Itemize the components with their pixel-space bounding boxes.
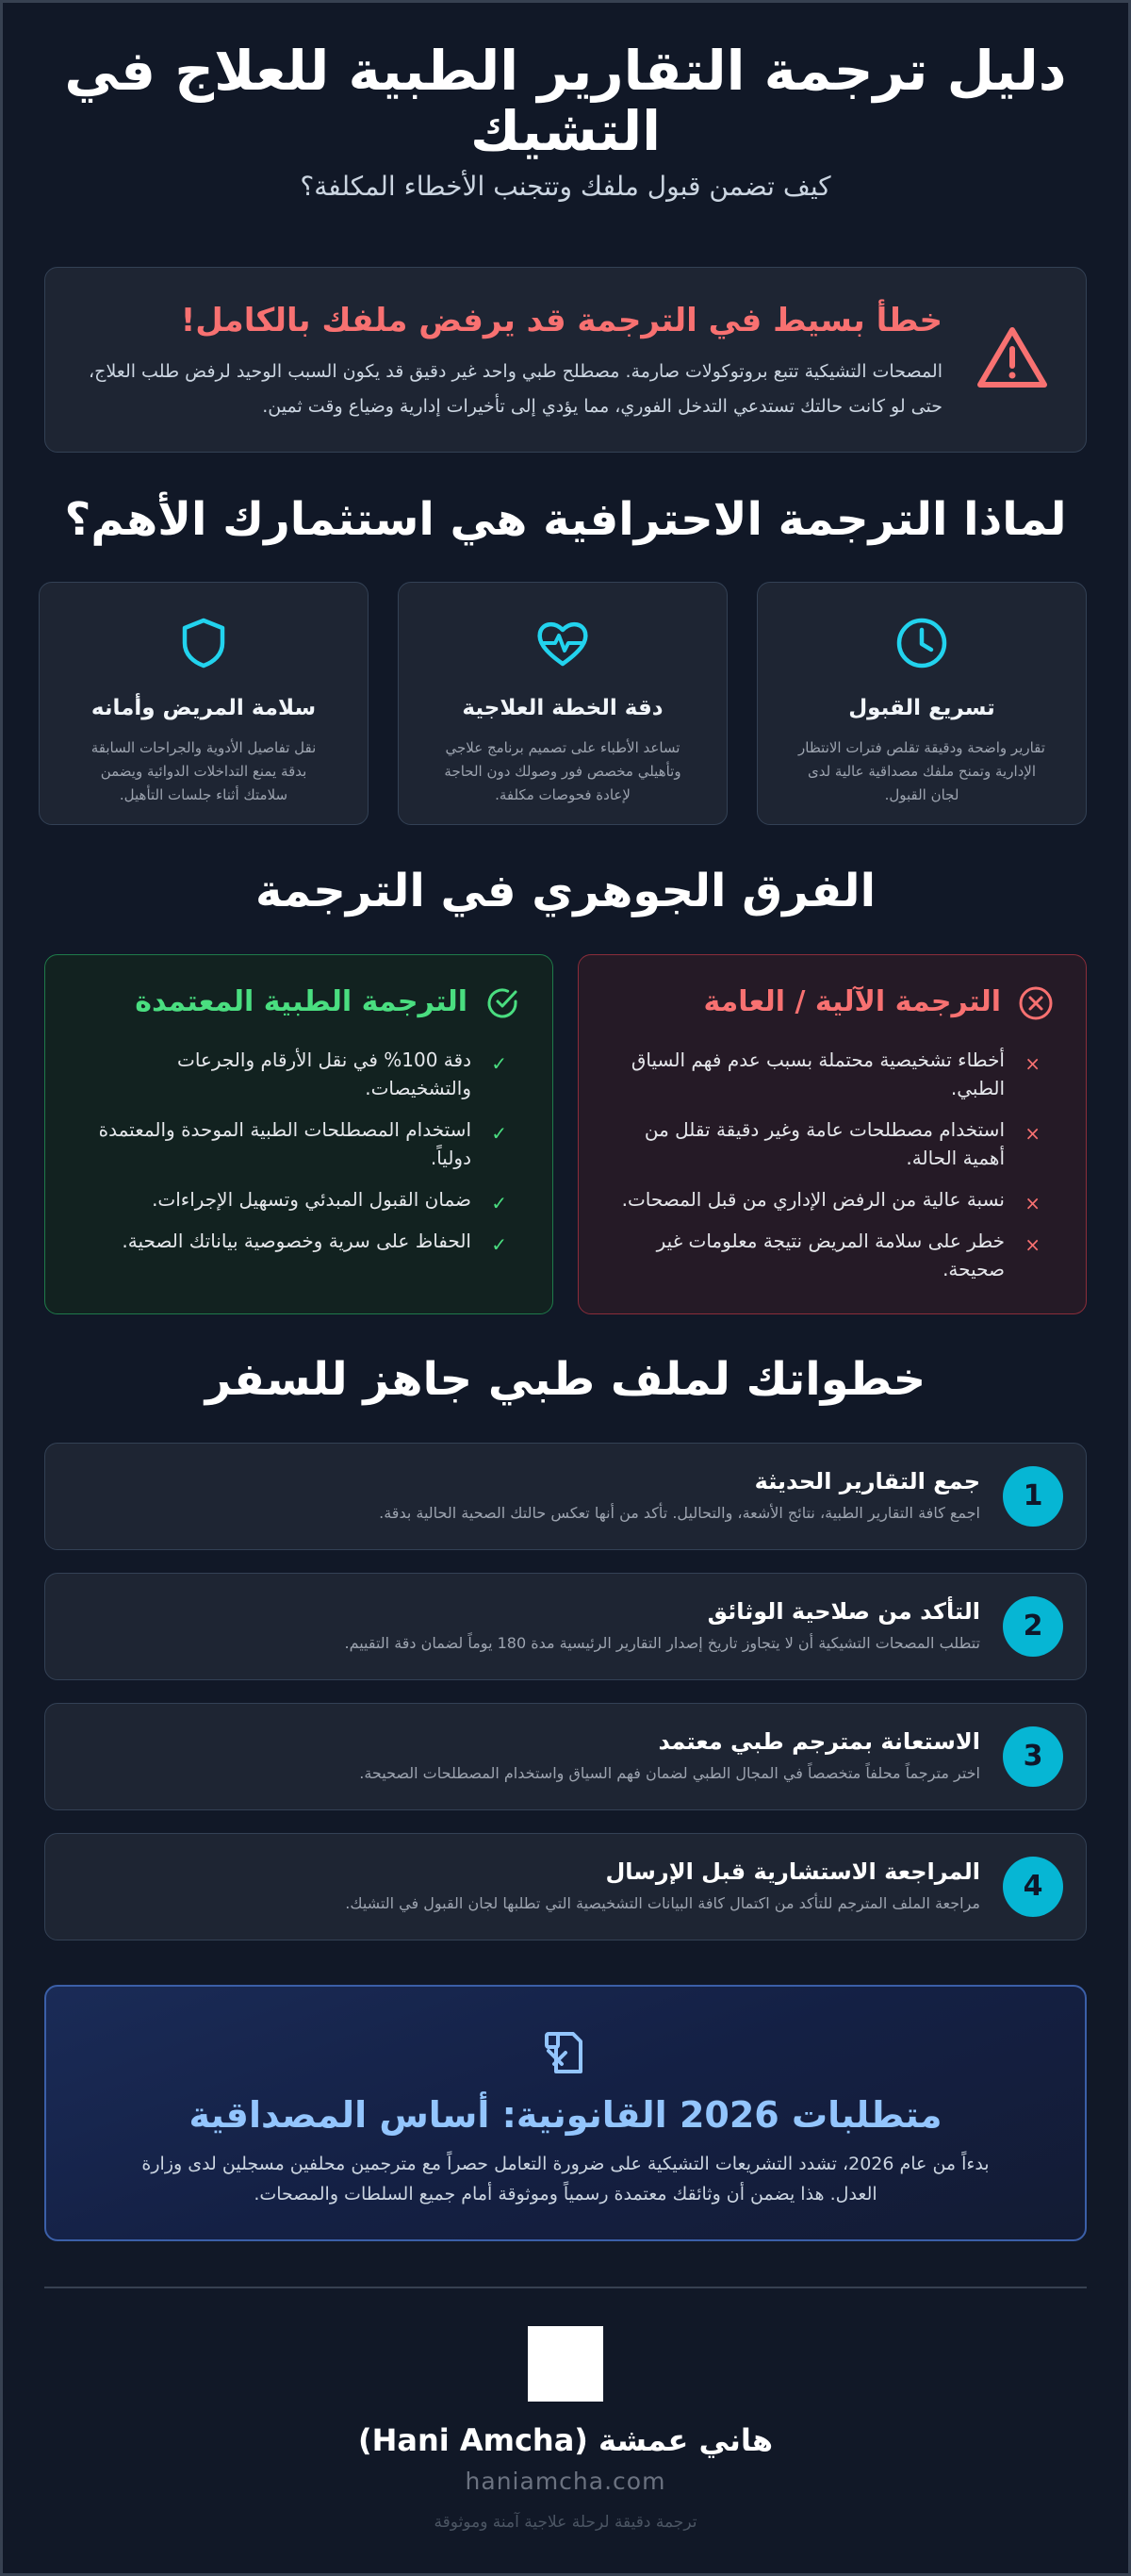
step-number-badge: 4 — [1003, 1857, 1063, 1917]
check-mark-icon: ✓ — [491, 1233, 507, 1256]
warning-box — [44, 267, 1087, 453]
warning-triangle-icon — [975, 324, 1050, 392]
panel-title: الترجمة الطبية المعتمدة — [135, 985, 467, 1018]
feature-card-acceptance — [757, 582, 1087, 825]
x-mark-icon: × — [1024, 1052, 1041, 1075]
x-mark-icon: × — [1024, 1122, 1041, 1145]
feature-card-title: دقة الخطة العلاجية — [462, 696, 664, 720]
check-mark-icon: ✓ — [491, 1052, 507, 1075]
machine-translation-list — [607, 1046, 1041, 1296]
page-title: دليل ترجمة التقارير الطبية للعلاج في التشيك — [64, 39, 1067, 163]
footer-website-link[interactable]: haniamcha.com — [465, 2468, 666, 2495]
feature-card-treatment-plan — [398, 582, 728, 825]
legal-text: بدءاً من عام 2026، تشدد التشريعات التشيكية على ضرورة التعامل حصراً مع مترجمين محلفين مسجلين لدى وزارة العدل. هذا يضمن أن وثائقك معتمدة رسمياً وموثوقة أمام جميع السلطات والمصحات. — [141, 2154, 990, 2204]
shield-icon — [175, 615, 232, 671]
step-title: الاستعانة بمترجم طبي معتمد — [658, 1728, 980, 1755]
comparison-panels — [44, 954, 1087, 1314]
panel-title: الترجمة الآلية / العامة — [703, 985, 1001, 1018]
why-section-title: لماذا الترجمة الاحترافية هي استثمارك الأهم؟ — [64, 493, 1067, 546]
list-item-text: استخدام المصطلحات الطبية الموحدة والمعتمدة دولياً. — [98, 1118, 471, 1169]
feature-cards — [44, 582, 1087, 825]
panel-header — [607, 983, 1054, 1025]
x-circle-icon — [1018, 985, 1054, 1021]
list-item — [607, 1185, 1041, 1214]
legal-title: متطلبات 2026 القانونية: أساس المصداقية — [188, 2094, 942, 2136]
list-item — [74, 1046, 507, 1102]
logo-placeholder — [528, 2326, 603, 2402]
list-item — [607, 1115, 1041, 1172]
list-item — [607, 1046, 1041, 1102]
machine-translation-panel — [578, 954, 1087, 1314]
step-card — [44, 1703, 1087, 1810]
warning-text: المصحات التشيكية تتبع بروتوكولات صارمة. مصطلح طبي واحد غير دقيق قد يكون السبب الوحيد لرفض طلب العلاج، حتى لو كانت حالتك تستدعي التدخل الفوري، مما يؤدي إلى تأخيرات إدارية وضياع وقت ثمين. — [89, 361, 942, 417]
step-title: التأكد من صلاحية الوثائق — [707, 1598, 980, 1625]
warning-title: خطأ بسيط في الترجمة قد يرفض ملفك بالكامل! — [180, 302, 942, 339]
list-item-text: ضمان القبول المبدئي وتسهيل الإجراءات. — [152, 1188, 471, 1211]
feature-card-text: نقل تفاصيل الأدوية والجراحات السابقة بدقة يمنع التداخلات الدوائية ويضمن سلامتك أثناء جلسات التأهيل. — [90, 739, 317, 803]
step-text: مراجعة الملف المترجم للتأكد من اكتمال كافة البيانات التشخيصية التي تطلبها لجان القبول في التشيك. — [345, 1894, 980, 1912]
check-mark-icon: ✓ — [491, 1192, 507, 1214]
list-item-text: أخطاء تشخيصية محتملة بسبب عدم فهم السياق الطبي. — [631, 1049, 1005, 1099]
clock-icon — [893, 615, 950, 671]
list-item — [74, 1185, 507, 1214]
check-circle-icon — [484, 985, 520, 1021]
certified-translation-list — [74, 1046, 507, 1268]
legal-document-icon — [541, 2028, 590, 2077]
legal-requirements-box — [44, 1985, 1087, 2241]
feature-card-text: تساعد الأطباء على تصميم برنامج علاجي وتأهيلي مخصص فور وصولك دون الحاجة لإعادة فحوصات مكلفة. — [444, 739, 681, 803]
list-item-text: نسبة عالية من الرفض الإداري من قبل المصحات. — [621, 1188, 1005, 1211]
step-number-badge: 1 — [1003, 1466, 1063, 1527]
list-item-text: استخدام مصطلحات عامة وغير دقيقة تقلل من أهمية الحالة. — [644, 1118, 1005, 1169]
step-number-badge: 2 — [1003, 1596, 1063, 1657]
step-text: تتطلب المصحات التشيكية أن لا يتجاوز تاريخ إصدار التقارير الرئيسية مدة 180 يوماً لضمان دقة التقييم. — [344, 1634, 980, 1652]
step-text: اجمع كافة التقارير الطبية، نتائج الأشعة، والتحاليل. تأكد من أنها تعكس حالتك الصحية الحالية بدقة. — [379, 1504, 980, 1522]
list-item — [74, 1115, 507, 1172]
list-item-text: خطر على سلامة المريض نتيجة معلومات غير صحيحة. — [656, 1230, 1005, 1280]
check-mark-icon: ✓ — [491, 1122, 507, 1145]
x-mark-icon: × — [1024, 1233, 1041, 1256]
feature-card-text: تقارير واضحة ودقيقة تقلص فترات الانتظار الإدارية وتمنح ملفك مصداقية عالية لدى لجان القبول. — [798, 739, 1045, 803]
page-subtitle: كيف تضمن قبول ملفك وتتجنب الأخطاء المكلفة؟ — [300, 171, 831, 202]
step-title: جمع التقارير الحديثة — [754, 1468, 980, 1494]
footer-divider — [44, 2287, 1087, 2288]
x-mark-icon: × — [1024, 1192, 1041, 1214]
steps-section-title: خطواتك لملف طبي جاهز للسفر — [205, 1353, 926, 1406]
list-item-text: دقة 100% في نقل الأرقام والجرعات والتشخيصات. — [177, 1049, 471, 1099]
panel-header — [74, 983, 520, 1025]
step-card — [44, 1443, 1087, 1550]
list-item — [74, 1227, 507, 1255]
step-card — [44, 1833, 1087, 1940]
certified-translation-panel — [44, 954, 553, 1314]
step-card — [44, 1573, 1087, 1680]
list-item-text: الحفاظ على سرية وخصوصية بياناتك الصحية. — [122, 1230, 471, 1252]
step-title: المراجعة الاستشارية قبل الإرسال — [605, 1858, 980, 1885]
step-number-badge: 3 — [1003, 1726, 1063, 1787]
footer-tagline: ترجمة دقيقة لرحلة علاجية آمنة وموثوقة — [434, 2513, 697, 2532]
footer-name: هاني عمشة (Hani Amcha) — [357, 2422, 774, 2458]
step-text: اختر مترجماً محلفاً متخصصاً في المجال الطبي لضمان فهم السياق واستخدام المصطلحات الصحيحة. — [359, 1764, 980, 1782]
feature-card-title: سلامة المريض وأمانه — [90, 696, 317, 720]
feature-card-safety — [39, 582, 369, 825]
heart-pulse-icon — [534, 615, 591, 671]
difference-section-title: الفرق الجوهري في الترجمة — [254, 865, 877, 917]
list-item — [607, 1227, 1041, 1283]
feature-card-title: تسريع القبول — [848, 696, 995, 720]
